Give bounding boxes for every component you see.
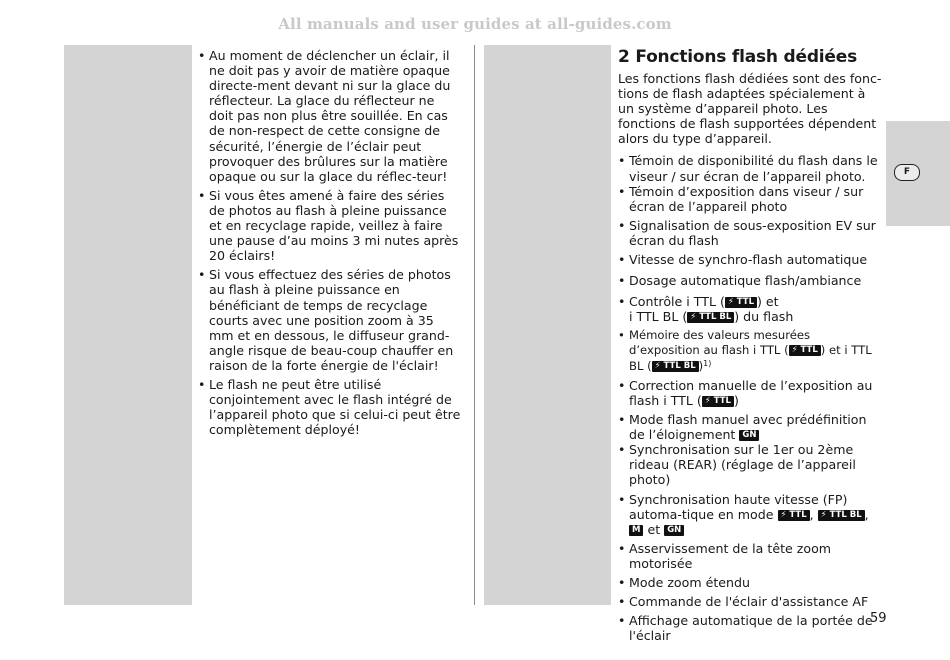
list-item: • Mode flash manuel avec prédéfinition de l’éloignement GN xyxy=(618,412,884,442)
list-item: • Asservissement de la tête zoom motorisée xyxy=(618,541,884,571)
m-badge: M xyxy=(629,525,643,536)
ttl-badge: ⚡ TTL xyxy=(778,510,810,521)
ttl-bl-badge: ⚡ TTL BL xyxy=(652,361,699,372)
list-item: • Synchronisation haute vitesse (FP) automa-tique en mode ⚡ TTL , ⚡ TTL BL , M et GN xyxy=(618,492,884,537)
ttl-bl-badge: ⚡ TTL BL xyxy=(818,510,865,521)
section-heading: 2 Fonctions flash dédiées xyxy=(618,47,858,67)
list-item: • Si vous êtes amené à faire des séries de photos au flash à pleine puissance et en recyclage rapide, veillez à faire une pause d’au moins 3 mi nutes après 20 éclairs! xyxy=(198,188,462,263)
ttl-badge: ⚡ TTL xyxy=(789,345,821,356)
gn-badge: GN xyxy=(739,430,759,441)
list-item: • Dosage automatique flash/ambiance xyxy=(618,273,884,288)
right-column xyxy=(618,46,884,643)
list-item: • Vitesse de synchro-flash automatique xyxy=(618,252,884,267)
list-item: • Témoin de disponibilité du flash dans le viseur / sur écran de l’appareil photo. xyxy=(618,153,884,183)
list-item: • Si vous effectuez des séries de photos au flash à pleine puissance en bénéficiant de temps de recyclage courts avec une position zoom à 35 mm et en dessous, le diffuseur grand-angle risque de beau-coup chauffer en raison de la forte énergie de l'éclair! xyxy=(198,267,462,373)
left-column xyxy=(198,48,462,437)
gn-badge: GN xyxy=(664,525,684,536)
footnote-marker: 1) xyxy=(703,359,712,369)
ttl-badge: ⚡ TTL xyxy=(725,297,757,308)
watermark-text: All manuals and user guides at all-guides.com xyxy=(278,15,672,33)
page-number: 59 xyxy=(870,611,887,626)
column-divider xyxy=(474,45,475,605)
intro-paragraph: Les fonctions flash dédiées sont des fonc-tions de flash adaptées spécialement à un système d’appareil photo. Les fonctions de flash supportées dépendent alors du type d’appareil. xyxy=(618,71,882,147)
left-margin-panel xyxy=(64,45,192,605)
ttl-bl-badge: ⚡ TTL BL xyxy=(687,312,734,323)
list-item: • Contrôle i TTL ( ⚡ TTL ) et i TTL BL ( ⚡ TTL BL ) du flash xyxy=(618,294,884,324)
list-item: • Signalisation de sous-exposition EV sur écran du flash xyxy=(618,218,884,248)
list-item: • Mémoire des valeurs mesurées d’exposition au flash i TTL ( ⚡ TTL ) et i TTL BL ( ⚡ TTL BL )$^{1)}$ xyxy=(618,328,884,374)
right-margin-panel xyxy=(484,45,611,605)
list-item: • Témoin d’exposition dans viseur / sur écran de l’appareil photo xyxy=(618,184,884,214)
list-item: • Synchronisation sur le 1er ou 2ème rideau (REAR) (réglage de l’appareil photo) xyxy=(618,442,884,487)
language-badge: F xyxy=(894,164,920,181)
list-item: • Affichage automatique de la portée de l'éclair xyxy=(618,613,884,643)
list-item: • Commande de l'éclair d'assistance AF xyxy=(618,594,884,609)
feature-list xyxy=(618,153,884,643)
safety-list xyxy=(198,48,462,437)
list-item: • Le flash ne peut être utilisé conjointement avec le flash intégré de l’appareil photo que si celui-ci peut être complètement déployé! xyxy=(198,377,462,437)
list-item: • Mode zoom étendu xyxy=(618,575,884,590)
list-item: • Au moment de déclencher un éclair, il ne doit pas y avoir de matière opaque directe-ment devant ni sur la glace du réflecteur. La glace du réflecteur ne doit pas non plus être souillée. En cas de non-respect de cette consigne de sécurité, l’énergie de l’éclair peut provoquer des brûlures sur la matière opaque ou sur la glace du réflec-teur! xyxy=(198,48,462,184)
ttl-badge: ⚡ TTL xyxy=(702,396,734,407)
list-item: • Correction manuelle de l’exposition au flash i TTL ( ⚡ TTL ) xyxy=(618,378,884,408)
